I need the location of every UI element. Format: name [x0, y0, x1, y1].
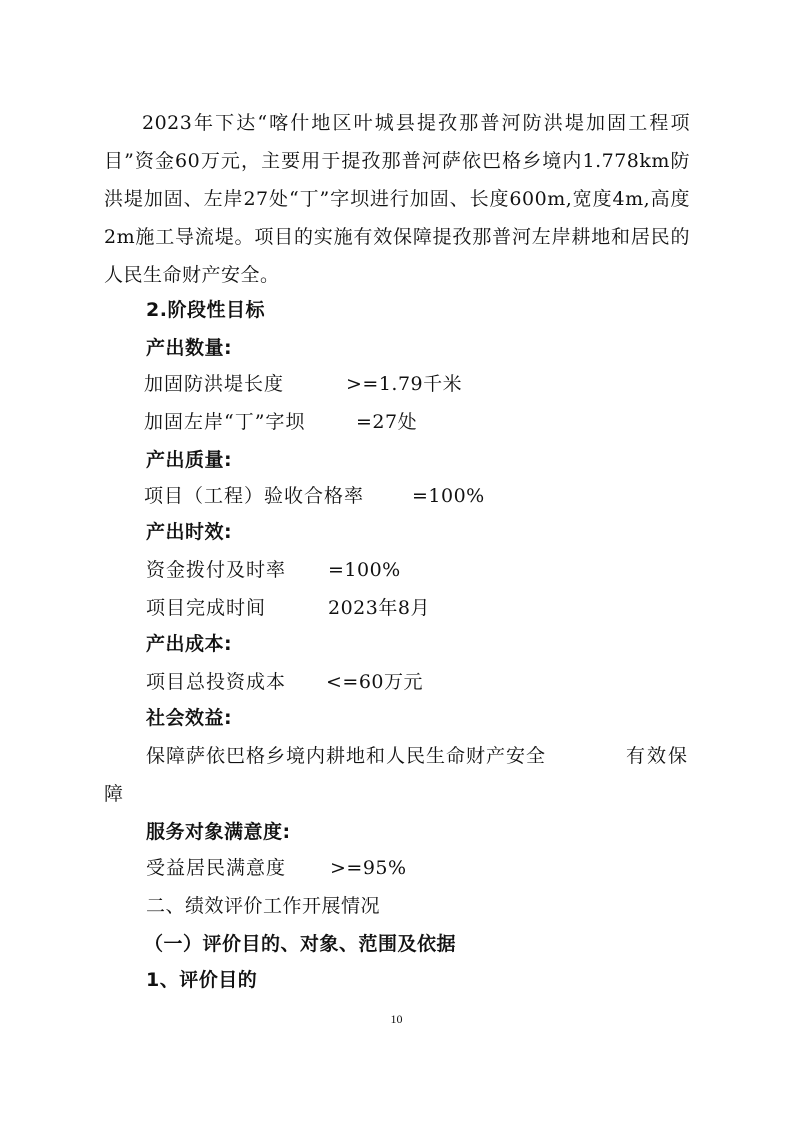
- dyke-length-value: >=1.79千米: [346, 373, 463, 395]
- social-benefit-heading: 社会效益:: [146, 707, 233, 729]
- output-cost-heading: 产出成本:: [146, 633, 233, 655]
- completion-time-label: 项目完成时间: [146, 597, 267, 619]
- total-cost-label: 项目总投资成本: [146, 671, 287, 693]
- output-timeliness-heading: 产出时效:: [146, 521, 233, 543]
- section-two-heading: 二、绩效评价工作开展情况: [146, 895, 381, 917]
- spur-dike-value: =27处: [356, 411, 418, 433]
- acceptance-rate-label: 项目（工程）验收合格率: [144, 485, 365, 507]
- intro-paragraph: 2023年下达“喀什地区叶城县提孜那普河防洪堤加固工程项目”资金60万元，主要用于提孜那普河萨依巴格乡境内1.778km防洪堤加固、左岸27处“丁”字坝进行加固、长度600m,宽度4m,高度2m施工导流堤。项目的实施有效保障提孜那普河左岸耕地和居民的人民生命财产安全。: [104, 112, 690, 286]
- social-benefit-continuation: 障: [104, 783, 124, 805]
- fund-disbursement-value: =100%: [328, 559, 401, 581]
- completion-time-value: 2023年8月: [328, 597, 430, 619]
- social-benefit-label: 保障萨依巴格乡境内耕地和人民生命财产安全: [146, 745, 547, 767]
- resident-satisfaction-value: >=95%: [330, 857, 407, 879]
- total-cost-value: <=60万元: [326, 671, 424, 693]
- spur-dike-label: 加固左岸“丁”字坝: [144, 411, 306, 433]
- output-quantity-heading: 产出数量:: [146, 337, 233, 359]
- acceptance-rate-value: =100%: [412, 485, 485, 507]
- item-one-heading: 1、评价目的: [146, 969, 258, 991]
- output-quality-heading: 产出质量:: [146, 449, 233, 471]
- social-benefit-value: 有效保: [626, 745, 690, 767]
- resident-satisfaction-label: 受益居民满意度: [146, 857, 287, 879]
- dyke-length-label: 加固防洪堤长度: [144, 373, 285, 395]
- fund-disbursement-label: 资金拨付及时率: [146, 559, 287, 581]
- page-number: 10: [390, 1012, 403, 1026]
- satisfaction-heading: 服务对象满意度:: [146, 821, 291, 843]
- subsection-one-heading: （一）评价目的、对象、范围及依据: [144, 933, 457, 955]
- stage-goals-heading: 2.阶段性目标: [146, 299, 265, 321]
